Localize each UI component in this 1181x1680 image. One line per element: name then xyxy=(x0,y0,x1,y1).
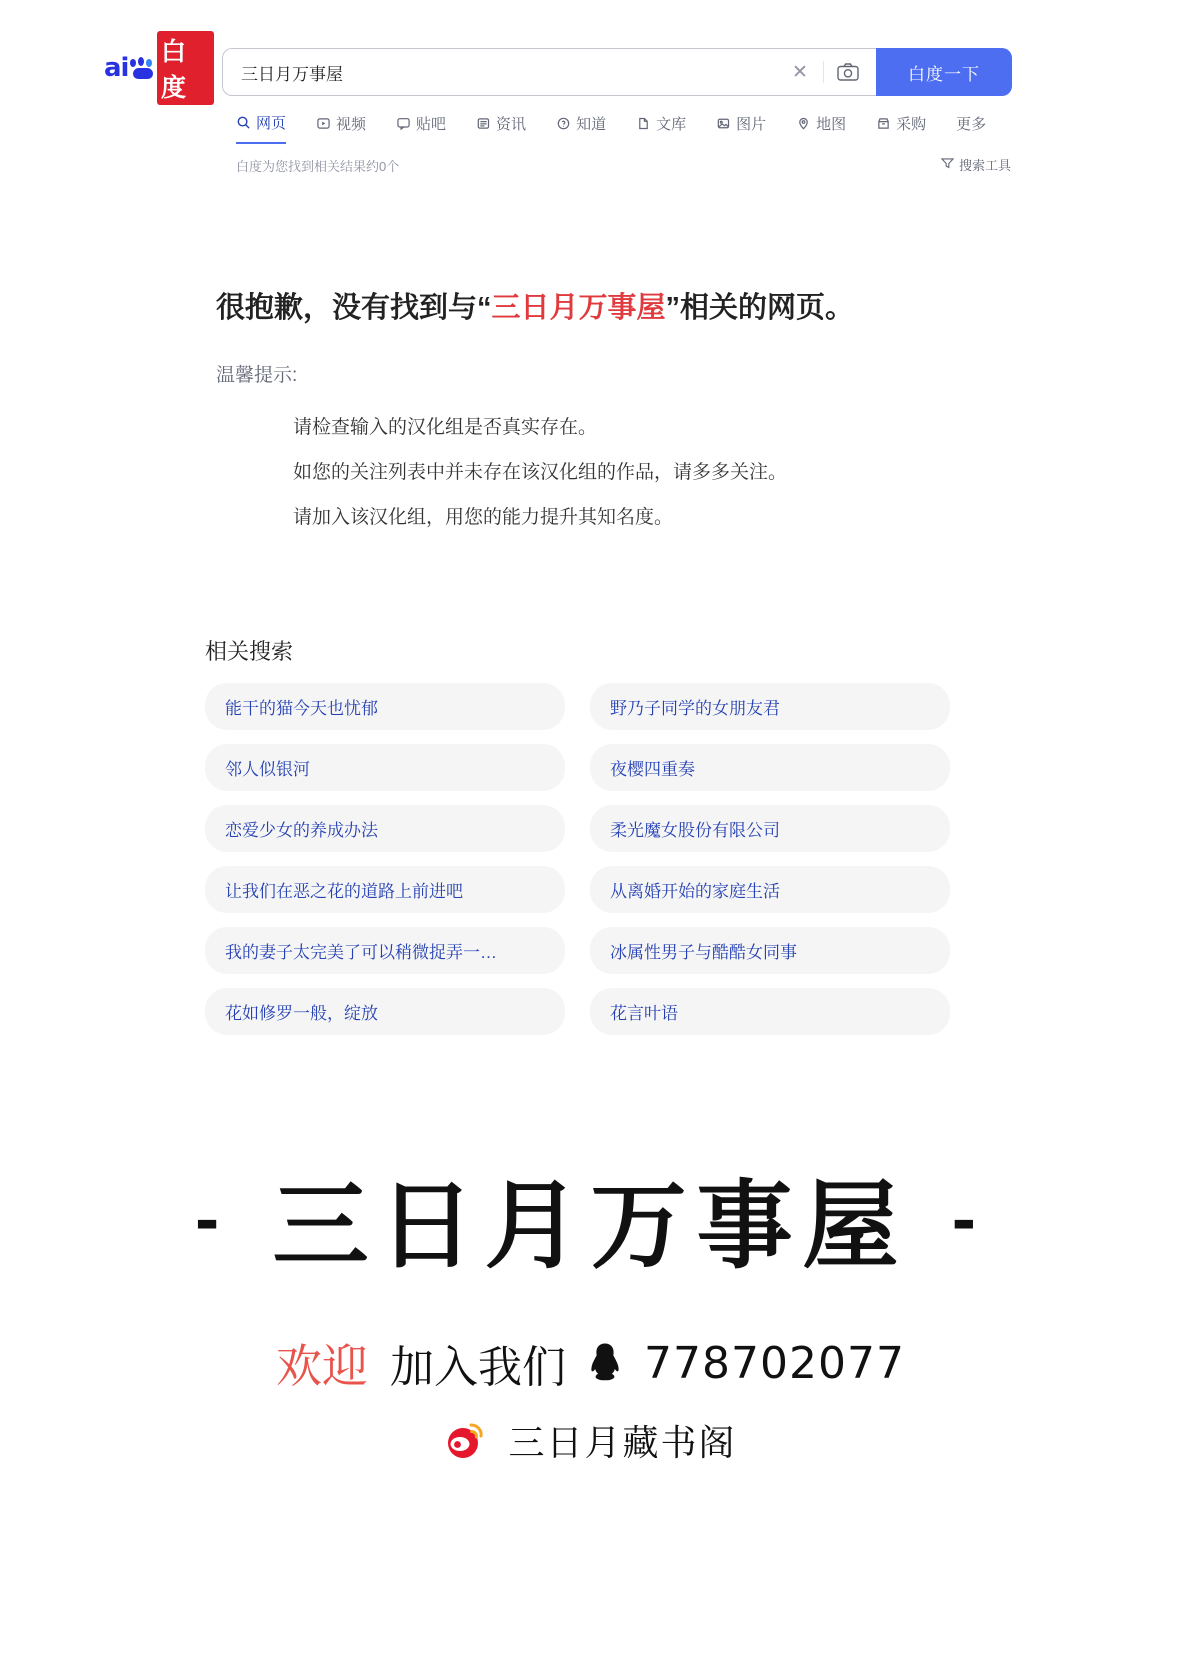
list-item[interactable]: 夜樱四重奏 xyxy=(590,744,950,791)
map-icon xyxy=(796,116,811,131)
document-icon xyxy=(636,116,651,131)
page-header xyxy=(0,0,1181,174)
result-count: 白度为您找到相关结果约0个 xyxy=(236,159,400,174)
list-item[interactable]: 花言叶语 xyxy=(590,988,950,1035)
related-searches-title: 相关搜索 xyxy=(205,639,294,664)
tieba-icon xyxy=(396,116,411,131)
no-result-suffix: ”相关的网页。 xyxy=(665,292,855,324)
tab-label: 采购 xyxy=(896,116,927,133)
tab-news[interactable] xyxy=(476,113,526,143)
list-item[interactable]: 野乃子同学的女朋友君 xyxy=(590,683,950,730)
tab-label: 更多 xyxy=(956,116,987,133)
site-logo[interactable] xyxy=(104,38,214,102)
weibo-line xyxy=(0,1415,1181,1466)
tab-label: 视频 xyxy=(336,116,367,133)
brand-dash-left: - xyxy=(195,1179,230,1259)
list-item[interactable]: 冰属性男子与酷酷女同事 xyxy=(590,927,950,974)
tab-label: 网页 xyxy=(256,115,287,132)
join-us-line xyxy=(0,1330,1181,1396)
no-result-message xyxy=(216,285,854,326)
news-icon xyxy=(476,116,491,131)
brand-dash-right: - xyxy=(951,1179,986,1259)
tab-zhidao[interactable] xyxy=(556,113,606,143)
tip-label: 温馨提示: xyxy=(216,365,298,386)
search-icon xyxy=(236,115,251,130)
tab-label: 图片 xyxy=(736,116,767,133)
tab-label: 贴吧 xyxy=(416,116,447,133)
logo-ai-text: ai xyxy=(104,53,129,83)
search-input-wrapper[interactable] xyxy=(222,48,876,96)
join-text: 加入我们 xyxy=(390,1343,567,1392)
question-icon xyxy=(556,116,571,131)
tip-item: 如您的关注列表中并未存在该汉化组的作品，请多多关注。 xyxy=(293,462,788,483)
list-item[interactable]: 我的妻子太完美了可以稍微捉弄一… xyxy=(205,927,565,974)
qq-number: 778702077 xyxy=(644,1337,905,1389)
tab-label: 资讯 xyxy=(496,116,527,133)
tab-tieba[interactable] xyxy=(396,113,446,143)
tab-wenku[interactable] xyxy=(636,113,686,143)
weibo-name: 三日月藏书阁 xyxy=(508,1422,737,1463)
paw-icon xyxy=(130,57,155,79)
search-tools-button[interactable] xyxy=(941,155,1011,174)
list-item[interactable]: 从离婚开始的家庭生活 xyxy=(590,866,950,913)
no-result-keyword: 三日月万事屋 xyxy=(491,292,666,324)
related-searches-grid xyxy=(205,683,950,1035)
list-item[interactable]: 花如修罗一般，绽放 xyxy=(205,988,565,1035)
tab-purchase[interactable] xyxy=(876,113,926,143)
list-item[interactable]: 能干的猫今天也忧郁 xyxy=(205,683,565,730)
qq-icon xyxy=(588,1342,622,1384)
filter-icon xyxy=(941,157,954,172)
brand-name: 三日月万事屋 xyxy=(272,1169,909,1282)
tab-label: 文库 xyxy=(656,116,687,133)
tab-label: 地图 xyxy=(816,116,847,133)
no-result-prefix: 很抱歉，没有找到与“ xyxy=(216,292,492,324)
list-item[interactable]: 柔光魔女股份有限公司 xyxy=(590,805,950,852)
search-tabs xyxy=(236,112,986,144)
brand-title xyxy=(0,1150,1181,1287)
search-bar xyxy=(222,48,1012,96)
tip-item: 请加入该汉化组，用您的能力提升其知名度。 xyxy=(293,507,674,528)
search-tools-label: 搜索工具 xyxy=(958,158,1011,173)
weibo-icon xyxy=(444,1421,488,1461)
close-icon[interactable]: ✕ xyxy=(792,61,808,83)
logo-brand-text: 白度 xyxy=(157,31,214,105)
tab-more[interactable] xyxy=(956,113,986,143)
list-item[interactable]: 恋爱少女的养成办法 xyxy=(205,805,565,852)
tab-video[interactable] xyxy=(316,113,366,143)
list-item[interactable]: 邻人似银河 xyxy=(205,744,565,791)
welcome-text: 欢迎 xyxy=(276,1339,369,1393)
tab-map[interactable] xyxy=(796,113,846,143)
list-item[interactable]: 让我们在恶之花的道路上前进吧 xyxy=(205,866,565,913)
tip-item: 请检查输入的汉化组是否真实存在。 xyxy=(293,417,598,438)
camera-icon[interactable] xyxy=(834,58,862,86)
search-input[interactable] xyxy=(239,61,787,83)
tab-label: 知道 xyxy=(576,116,607,133)
search-button[interactable]: 白度一下 xyxy=(876,48,1012,96)
tab-image[interactable] xyxy=(716,113,766,143)
video-icon xyxy=(316,116,331,131)
tab-webpage[interactable] xyxy=(236,112,286,144)
image-icon xyxy=(716,116,731,131)
tip-list xyxy=(293,405,787,540)
divider xyxy=(823,61,824,83)
shop-icon xyxy=(876,116,891,131)
